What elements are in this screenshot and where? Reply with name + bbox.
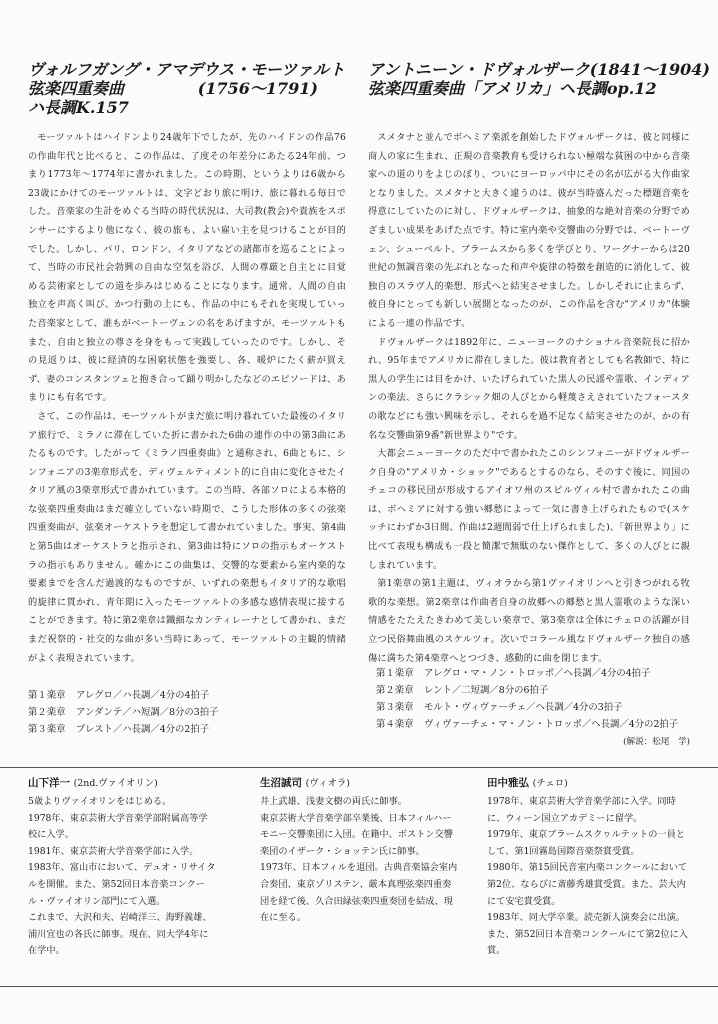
dvorak-paragraph: 大都会ニューヨークのただ中で書かれたこのシンフォニーがドヴォルザーク自身の"アメリカ・ショック"であるとするのなら、そのすぐ後に、同国のチェコの移民団が形成するアイオワ州のスピルヴィル村で書かれたこの曲は、ボヘミアに対する強い郷愁によって一気に書き上げられたもので(スケッチにわずか3日間、作曲は2週間弱で仕上げられました)、「新世界より」に比べて表現も構成も一段と簡潔で無駄のない傑作として、多くの人びとに親しまれています。	[368, 448, 690, 571]
movement-item: 第３楽章 プレスト／ハ長調／4分の2拍子	[28, 724, 210, 735]
bio-tanaka	[487, 775, 692, 960]
performer-bio-text: 1978年、東京芸術大学音楽学部に入学。同時に、ウィーン国立アカデミーに留学。 1979年、東京ブラームスクヮルテットの一員として、第1回霧島国際音楽祭賞受賞。 1980年、第15回民音室内楽コンクールにおいて第2位、ならびに斎藤秀雄賞受賞。また、芸大内にて安宅賞受賞。 1983年、同大学卒業。読売新人演奏会に出演。また、第52回日本音楽コンクールにて第2位に入賞。	[487, 796, 688, 957]
performer-instrument: (チェロ)	[532, 778, 568, 789]
movement-item: 第３楽章 モルト・ヴィヴァーチェ／ヘ長調／4分の3拍子	[376, 702, 623, 713]
performer-bios	[28, 775, 692, 960]
movement-item: 第２楽章 レント／二短調／8分の6拍子	[376, 685, 549, 696]
divider	[0, 767, 718, 768]
performer-bio-text: 5歳よりヴァイオリンをはじめる。 1978年、東京芸術大学音楽学部附属高等学校に入学。 1981年、東京芸術大学音楽学部に入学。 1983年、富山市において、デュオ・リサイタルを開催。また、第52回日本音楽コンクール・ヴァイオリン部門にて入選。 これまで、大沢和夫、岩崎洋三、海野義雄、浦川宜也の各氏に師事。現在、同大学4年に在学中。	[28, 796, 216, 957]
movement-item: 第４楽章 ヴィヴァーチェ・マ・ノン・トロッポ／ヘ長調／4分の2拍子	[376, 719, 679, 730]
dvorak-title	[368, 60, 710, 98]
mozart-work-type: 弦楽四重奏曲	[28, 79, 125, 98]
dvorak-work-title: 弦楽四重奏曲「アメリカ」ヘ長調op.12	[368, 79, 657, 98]
dvorak-movement-list	[376, 665, 690, 751]
mozart-title	[28, 60, 346, 117]
bio-yamashita	[28, 775, 233, 960]
movement-item: 第１楽章 アレグロ・マ・ノン・トロッポ／ヘ長調／4分の4拍子	[376, 668, 651, 679]
mozart-paragraph: モーツァルトはハイドンより24歳年下でしたが、先のハイドンの作品76の作曲年代と比べると、この作品は、了度その年差分にあたる24年前、つまり1773年～1774年に書かれました。この時期、というよりは6歳から23歳にかけてのモーツァルトは、文字どおり旅に明け、旅に暮れる毎日でした。音楽家の生計をめぐる当時の時代状況は、大司教(教会)や貴族をスポンサーにするより他になく、彼の旅も、よい雇い主を見つけることが目的でした。しかし、パリ、ロンドン、イタリアなどの諸都市を巡ることによって、当時の市民社会勃興の自由な空気を浴び、人間の尊厳と自主とに目覚める芸術家としての道を歩みはじめることになります。通常、人間の自由独立を声高く叫び、かつ行動の上にも、作品の中にもそれを実現していった音楽家として、誰もがベートーヴェンの名をあげますが、モーツァルトもまた、自由と独立の尊さを身をもって実践していったのです。しかし、その見返りは、彼に経済的な困窮状態を強要し、各、暖炉にたく薪が買えず、妻のコンスタンツェと抱き合って踊り明かしたなどのエピソードは、あまりにも有名です。	[28, 132, 346, 404]
movement-item: 第２楽章 アンダンテ／ハ短調／8分の3拍子	[28, 707, 219, 718]
movement-item: 第１楽章 アレグロ／ハ長調／4分の4拍子	[28, 690, 210, 701]
mozart-years: (1756～1791)	[197, 79, 318, 98]
performer-name: 生沼誠司	[260, 777, 302, 789]
mozart-paragraph: さて、この作品は、モーツァルトがまだ旅に明け暮れていた最後のイタリア旅行で、ミラノに滞在していた折に書かれた6曲の連作の中の第3曲にあたるものです。したがって《ミラノ四重奏曲》と通称され、6曲ともに、シンフォニアの3楽章形式を、ディヴェルティメント的に自由に変化させたイタリア風の3楽章形式で書かれています。この当時、各部ソロによる本格的な弦楽四重奏曲はまだ確立していない時期で、こうした形体の多くの弦楽四重奏曲が、弦楽オーケストラを想定して書かれていました。事実、第4曲と第5曲はオーケストラと指示され、第3曲は特にソロの指示もオーケストラの指示もありません。確かにこの曲集は、交響的な要素から室内楽的な要素までを含んだ過渡的なものですが、いずれの楽想もイタリア的な歌唱的旋律に貫かれ、青年期に入ったモーツァルトの多感な感情表現に接することができます。特に第2楽章は鐵細なカンティレーナとして書かれ、まだまだ祝祭的・社交的な曲が多い当時にあって、モーツァルトの主観的情緒がよく表現されています。	[28, 410, 346, 664]
commentary-credit: (解説：松尾 学)	[623, 737, 690, 747]
mozart-work-key: ハ長調K.157	[28, 98, 129, 117]
dvorak-paragraph: ドヴォルザークは1892年に、ニューヨークのナショナル音楽院長に招かれ、95年までアメリカに滞在しました。彼は教育者としても名教師で、特に黒人の学生には目をかけ、いたげられていた黒人の民謡や霊歌、インディアンの楽法、さらにクラシック畑の人びとから軽蔑さえされていたフォースタの歌などにも強い興味を示し、それらを過不足なく結実させたのが、かの有名な交響曲第9番"新世界より"です。	[368, 336, 690, 441]
performer-name: 田中雅弘	[487, 777, 529, 789]
mozart-section	[28, 60, 346, 735]
dvorak-paragraph: スメタナと並んでボヘミア楽派を創始したドヴォルザークは、彼と同様に商人の家に生まれ、正規の音楽教育も受けられない極端な貧困の中から音楽家への道のりをよじのぼり、ついにヨーロッパ中にその名が広がる大作曲家となりました。スメタナと大きく違うのは、彼が当時盛んだった標題音楽を得意にしていたのに対し、ドヴォルザークは、抽象的な絶対音楽の分野でめざましい成果をあげた点です。特に室内楽や交響曲の分野では、ベートーヴェン、シューベルト、ブラームスから多くを学びとり、ワーグナーからは20世紀の無調音楽の先ぶれとなった和声や旋律の特徴を創造的に消化して、彼独自のスラヴ人的楽想、形式へと結実させました。しかしそれに止まらず、彼自身にとっても新しい展開となったのが、この作品を含む"アメリカ"体験による一連の作品です。	[368, 132, 690, 329]
dvorak-section	[368, 60, 710, 747]
mozart-movement-list	[28, 687, 219, 738]
mozart-composer-name: ヴォルフガング・アマデウス・モーツァルト	[28, 60, 345, 79]
performer-instrument: (2nd.ヴァイオリン)	[73, 778, 158, 789]
divider	[0, 986, 718, 987]
dvorak-composer-name: アントニーン・ドヴォルザーク(1841～1904)	[368, 60, 710, 79]
performer-name: 山下洋一	[28, 777, 70, 789]
performer-bio-text: 井上武雄、浅妻文樹の両氏に師事。 東京芸術大学音楽学部卒業後、日本フィルハーモニー交響楽団に入団。在籍中、ボストン交響楽団のイザーク・ショッテン氏に師事。 1973年、日本フィルを退団。古典音楽協会室内合奏団、東京ゾリステン、厳本真理弦楽四重奏団を経て後、久合田緑弦楽四重奏団を結成、現在に至る。	[260, 796, 458, 924]
bio-oinuma	[260, 775, 460, 960]
performer-instrument: (ヴィオラ)	[305, 778, 350, 789]
dvorak-paragraph: 第1楽章の第1主題は、ヴィオラから第1ヴァイオリンへと引きつがれる牧歌的な楽想。第2楽章は作曲者自身の故郷への郷愁と黒人霊歌のような深い情感をたたえたきわめて美しい楽章で、第3楽章は全体にチェロの活躍が目立つ民俗舞曲風のスケルツォ。次いでコラール風なドヴォルザーク独自の感傷に満ちた第4楽章へとつづき、感動的に曲を閉じます。	[368, 578, 690, 664]
